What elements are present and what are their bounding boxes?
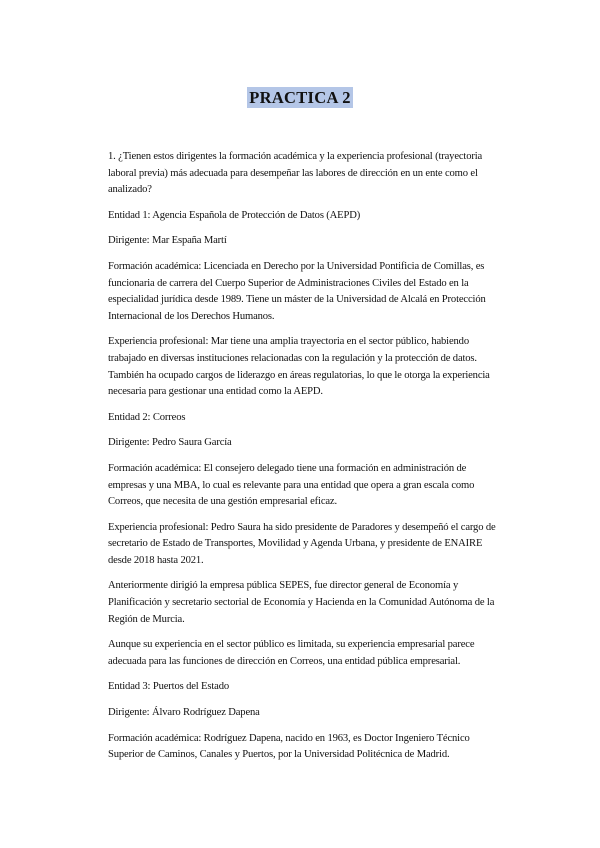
entity-1-heading: Entidad 1: Agencia Española de Protección de Datos (AEPD) xyxy=(108,209,361,221)
entity-2-heading: Entidad 2: Correos xyxy=(108,411,186,423)
entity-1-education: Formación académica: Licenciada en Derecho por la Universidad Pontificia de Comillas, es funcionaria de carrera del Cuerpo Superior de Administraciones Civiles del Estado en la especialidad jurídica desde 1989. Tiene un máster de la Universidad de Alcalá en Protección Internacional de los Derechos Humanos. xyxy=(108,260,486,322)
entity-2-experience: Experiencia profesional: Pedro Saura ha sido presidente de Paradores y desempeñó el cargo de secretario de Estado de Transportes, Movilidad y Agenda Urbana, y presidente de ENAIRE desde 2018 hasta 2021. xyxy=(108,521,496,566)
question-paragraph: 1. ¿Tienen estos dirigentes la formación académica y la experiencia profesional (trayectoria laboral previa) más adecuada para desempeñar las labores de dirección en un ente como el analizado? xyxy=(108,151,483,196)
page-title: PRACTICA 2 xyxy=(249,88,351,107)
entity-3-leader: Dirigente: Álvaro Rodríguez Dapena xyxy=(108,707,260,719)
title-container xyxy=(0,87,600,108)
entity-3-education: Formación académica: Rodríguez Dapena, nacido en 1963, es Doctor Ingeniero Técnico Superior de Caminos, Canales y Puertos, por la Universidad Politécnica de Madrid. xyxy=(108,732,470,761)
entity-2-assessment: Aunque su experiencia en el sector público es limitada, su experiencia empresarial parece adecuada para las funciones de dirección en Correos, una entidad pública empresarial. xyxy=(108,639,475,667)
entity-3-heading: Entidad 3: Puertos del Estado xyxy=(108,681,229,693)
entity-1-leader: Dirigente: Mar España Martí xyxy=(108,235,227,247)
entity-2-previous-roles: Anteriormente dirigió la empresa pública SEPES, fue director general de Economía y Planificación y secretario sectorial de Economía y Hacienda en la Comunidad Autónoma de la Región de Murcia. xyxy=(108,580,495,625)
entity-2-education: Formación académica: El consejero delegado tiene una formación en administración de empresas y una MBA, lo cual es relevante para una entidad que opera a gran escala como Correos, que necesita de una gestión empresarial eficaz. xyxy=(108,462,475,508)
document-body xyxy=(108,149,498,773)
entity-2-leader: Dirigente: Pedro Saura García xyxy=(108,437,232,449)
entity-1-experience: Experiencia profesional: Mar tiene una amplia trayectoria en el sector público, habiendo trabajado en diversas instituciones relacionadas con la regulación y la protección de datos. También ha ocupado cargos de liderazgo en áreas regulatorias, lo que le otorga la experiencia necesaria para gestionar una entidad como la AEPD. xyxy=(108,336,490,398)
